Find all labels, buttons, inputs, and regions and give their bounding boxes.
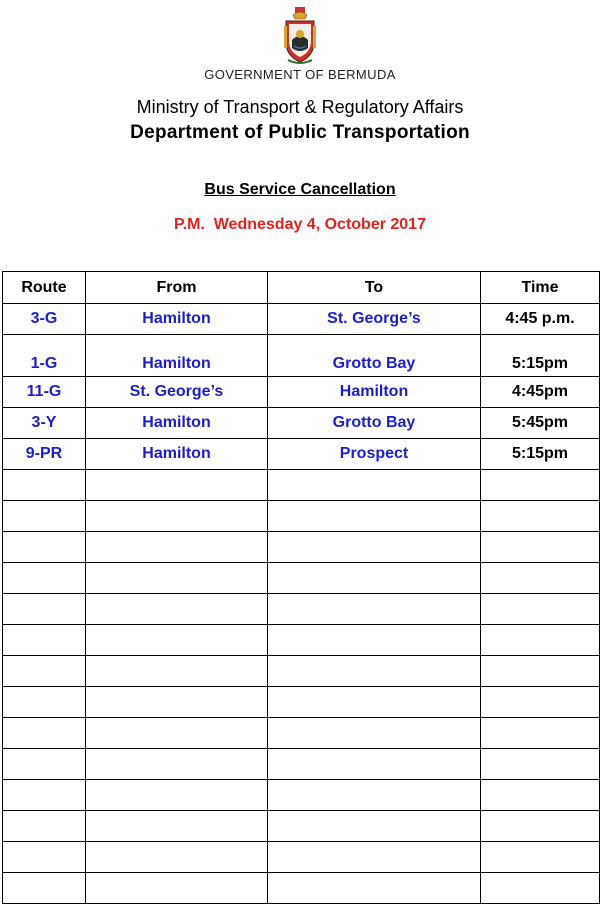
route-cell: 11-G (3, 377, 86, 408)
empty-cell (481, 532, 600, 563)
to-cell: St. George’s (268, 304, 481, 335)
empty-table-row (3, 811, 600, 842)
empty-cell (86, 594, 268, 625)
empty-table-row (3, 656, 600, 687)
empty-cell (86, 625, 268, 656)
from-cell: Hamilton (86, 335, 268, 377)
empty-table-row (3, 532, 600, 563)
empty-cell (3, 625, 86, 656)
empty-cell (86, 873, 268, 904)
empty-cell (268, 687, 481, 718)
table-row (3, 408, 600, 439)
empty-cell (268, 501, 481, 532)
empty-cell (481, 687, 600, 718)
table-row (3, 335, 600, 377)
empty-cell (86, 656, 268, 687)
empty-cell (3, 594, 86, 625)
empty-table-row (3, 563, 600, 594)
empty-cell (481, 718, 600, 749)
empty-table-row (3, 687, 600, 718)
table-row (3, 439, 600, 470)
empty-table-row (3, 501, 600, 532)
table-row (3, 304, 600, 335)
empty-cell (481, 811, 600, 842)
empty-cell (481, 780, 600, 811)
time-cell: 5:15pm (481, 439, 600, 470)
to-cell: Prospect (268, 439, 481, 470)
empty-cell (268, 594, 481, 625)
empty-table-row (3, 470, 600, 501)
table-row (3, 377, 600, 408)
notice-date: P.M. Wednesday 4, October 2017 (174, 216, 426, 233)
cancellation-table (2, 271, 600, 904)
empty-cell (86, 780, 268, 811)
route-cell: 3-Y (3, 408, 86, 439)
from-cell: Hamilton (86, 304, 268, 335)
empty-cell (86, 811, 268, 842)
empty-table-row (3, 873, 600, 904)
empty-cell (268, 470, 481, 501)
empty-cell (481, 470, 600, 501)
ministry-title: Ministry of Transport & Regulatory Affairs (136, 97, 464, 117)
empty-cell (268, 749, 481, 780)
bermuda-coat-of-arms-icon (280, 6, 320, 66)
empty-cell (268, 656, 481, 687)
route-cell: 9-PR (3, 439, 86, 470)
empty-cell (3, 749, 86, 780)
empty-cell (86, 749, 268, 780)
header-to: To (268, 272, 481, 304)
from-cell: Hamilton (86, 439, 268, 470)
empty-cell (481, 501, 600, 532)
empty-cell (268, 532, 481, 563)
empty-cell (481, 842, 600, 873)
empty-cell (3, 501, 86, 532)
empty-cell (481, 594, 600, 625)
empty-table-row (3, 780, 600, 811)
route-cell: 3-G (3, 304, 86, 335)
empty-table-row (3, 718, 600, 749)
empty-cell (3, 780, 86, 811)
empty-table-row (3, 749, 600, 780)
empty-cell (481, 656, 600, 687)
header-route: Route (3, 272, 86, 304)
to-cell: Grotto Bay (268, 335, 481, 377)
empty-cell (3, 718, 86, 749)
time-cell: 4:45 p.m. (481, 304, 600, 335)
empty-cell (3, 532, 86, 563)
empty-cell (3, 656, 86, 687)
empty-cell (3, 811, 86, 842)
to-cell: Grotto Bay (268, 408, 481, 439)
empty-cell (86, 842, 268, 873)
empty-cell (481, 873, 600, 904)
empty-cell (86, 470, 268, 501)
from-cell: St. George’s (86, 377, 268, 408)
empty-table-row (3, 594, 600, 625)
header-from: From (86, 272, 268, 304)
empty-cell (86, 501, 268, 532)
empty-cell (268, 718, 481, 749)
notice-title: Bus Service Cancellation (204, 181, 396, 198)
header-time: Time (481, 272, 600, 304)
time-cell: 5:45pm (481, 408, 600, 439)
empty-cell (268, 842, 481, 873)
empty-cell (268, 780, 481, 811)
empty-cell (3, 687, 86, 718)
empty-cell (268, 811, 481, 842)
empty-cell (268, 873, 481, 904)
empty-table-row (3, 625, 600, 656)
empty-cell (86, 563, 268, 594)
empty-cell (86, 718, 268, 749)
empty-cell (481, 563, 600, 594)
empty-cell (3, 470, 86, 501)
empty-table-row (3, 842, 600, 873)
government-label: GOVERNMENT OF BERMUDA (204, 67, 396, 82)
empty-cell (268, 625, 481, 656)
time-cell: 4:45pm (481, 377, 600, 408)
empty-cell (86, 687, 268, 718)
route-cell: 1-G (3, 335, 86, 377)
empty-cell (481, 625, 600, 656)
department-title: Department of Public Transportation (130, 122, 470, 143)
table-header-row (3, 272, 600, 304)
empty-cell (86, 532, 268, 563)
empty-cell (3, 873, 86, 904)
from-cell: Hamilton (86, 408, 268, 439)
empty-cell (3, 842, 86, 873)
to-cell: Hamilton (268, 377, 481, 408)
time-cell: 5:15pm (481, 335, 600, 377)
empty-cell (3, 563, 86, 594)
empty-cell (481, 749, 600, 780)
empty-cell (268, 563, 481, 594)
